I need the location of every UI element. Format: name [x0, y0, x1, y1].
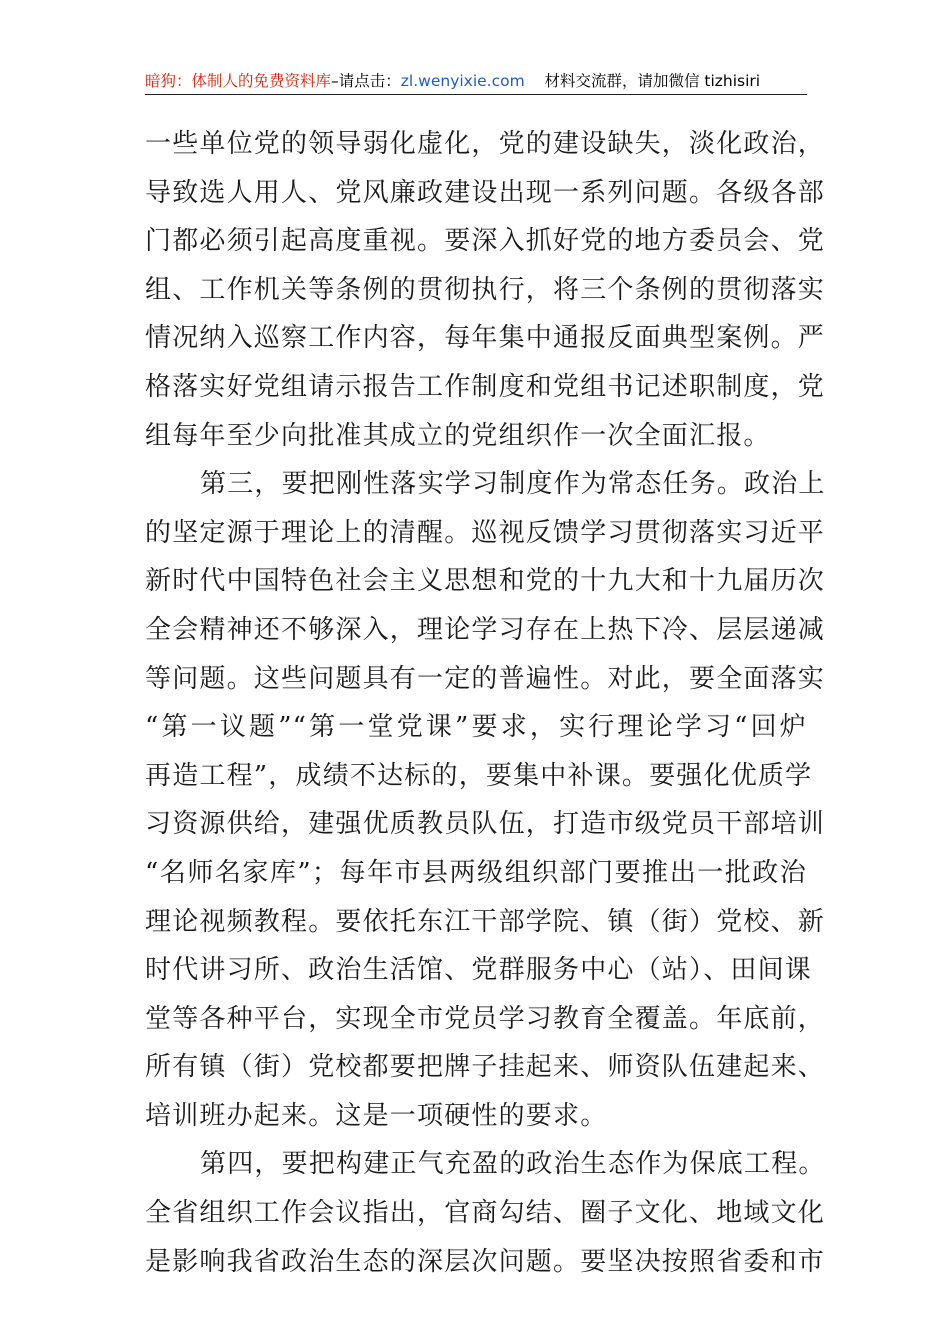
body-line: 再造工程”，成绩不达标的，要集中补课。要强化优质学 [145, 760, 813, 791]
document-body [145, 120, 826, 1286]
body-line: 全省组织工作会议指出，官商勾结、圈子文化、地域文化 [145, 1198, 826, 1229]
body-line: “第一议题”“第一堂党课”要求，实行理论学习“回炉 [145, 712, 807, 743]
body-line: 等问题。这些问题具有一定的普遍性。对此，要全面落实 [145, 663, 826, 694]
body-line: 新时代中国特色社会主义思想和党的十九大和十九届历次 [145, 566, 826, 597]
header-brand: 暗狗：体制人的免费资料库 [145, 72, 332, 90]
body-line: 格落实好党组请示报告工作制度和党组书记述职制度，党 [145, 371, 826, 402]
body-line: 门都必须引起高度重视。要深入抓好党的地方委员会、党 [145, 226, 826, 257]
page-header [145, 68, 807, 94]
header-spacer [525, 72, 545, 90]
header-click-prefix: –请点击： [331, 72, 401, 90]
body-line: 一些单位党的领导弱化虚化，党的建设缺失，淡化政治， [145, 129, 826, 159]
body-line: 是影响我省政治生态的深层次问题。要坚决按照省委和市 [145, 1246, 826, 1277]
body-line: 组每年至少向批准其成立的党组织作一次全面汇报。 [145, 420, 771, 451]
body-line: 组、工作机关等条例的贯彻执行，将三个条例的贯彻落实 [145, 274, 826, 305]
paragraph-heading-line: 第三，要把刚性落实学习制度作为常态任务。政治上 [200, 469, 826, 500]
header-divider [145, 94, 807, 95]
paragraph-heading-line: 第四，要把构建正气充盈的政治生态作为保底工程。 [200, 1149, 826, 1180]
body-line: 导致选人用人、党风廉政建设出现一系列问题。各级各部 [145, 177, 826, 208]
body-line: 时代讲习所、政治生活馆、党群服务中心（站）、田间课 [145, 955, 813, 986]
body-line: “名师名家库”；每年市县两级组织部门要推出一批政治 [145, 857, 807, 888]
body-line: 培训班办起来。这是一项硬性的要求。 [145, 1100, 608, 1131]
header-contact: 材料交流群，请加微信 tizhisiri [544, 72, 761, 90]
body-line: 所有镇（街）党校都要把牌子挂起来、师资队伍建起来、 [145, 1052, 826, 1083]
body-line: 情况纳入巡察工作内容，每年集中通报反面典型案例。严 [145, 323, 826, 354]
body-line: 全会精神还不够深入，理论学习存在上热下冷、层层递减 [145, 614, 826, 645]
body-line: 的坚定源于理论上的清醒。巡视反馈学习贯彻落实习近平 [145, 517, 826, 548]
header-url-link[interactable]: zl.wenyixie.com [400, 72, 525, 90]
body-line: 堂等各种平台，实现全市党员学习教育全覆盖。年底前， [145, 1003, 826, 1034]
body-line: 理论视频教程。要依托东江干部学院、镇（街）党校、新 [145, 906, 826, 937]
body-line: 习资源供给，建强优质教员队伍，打造市级党员干部培训 [145, 809, 826, 840]
